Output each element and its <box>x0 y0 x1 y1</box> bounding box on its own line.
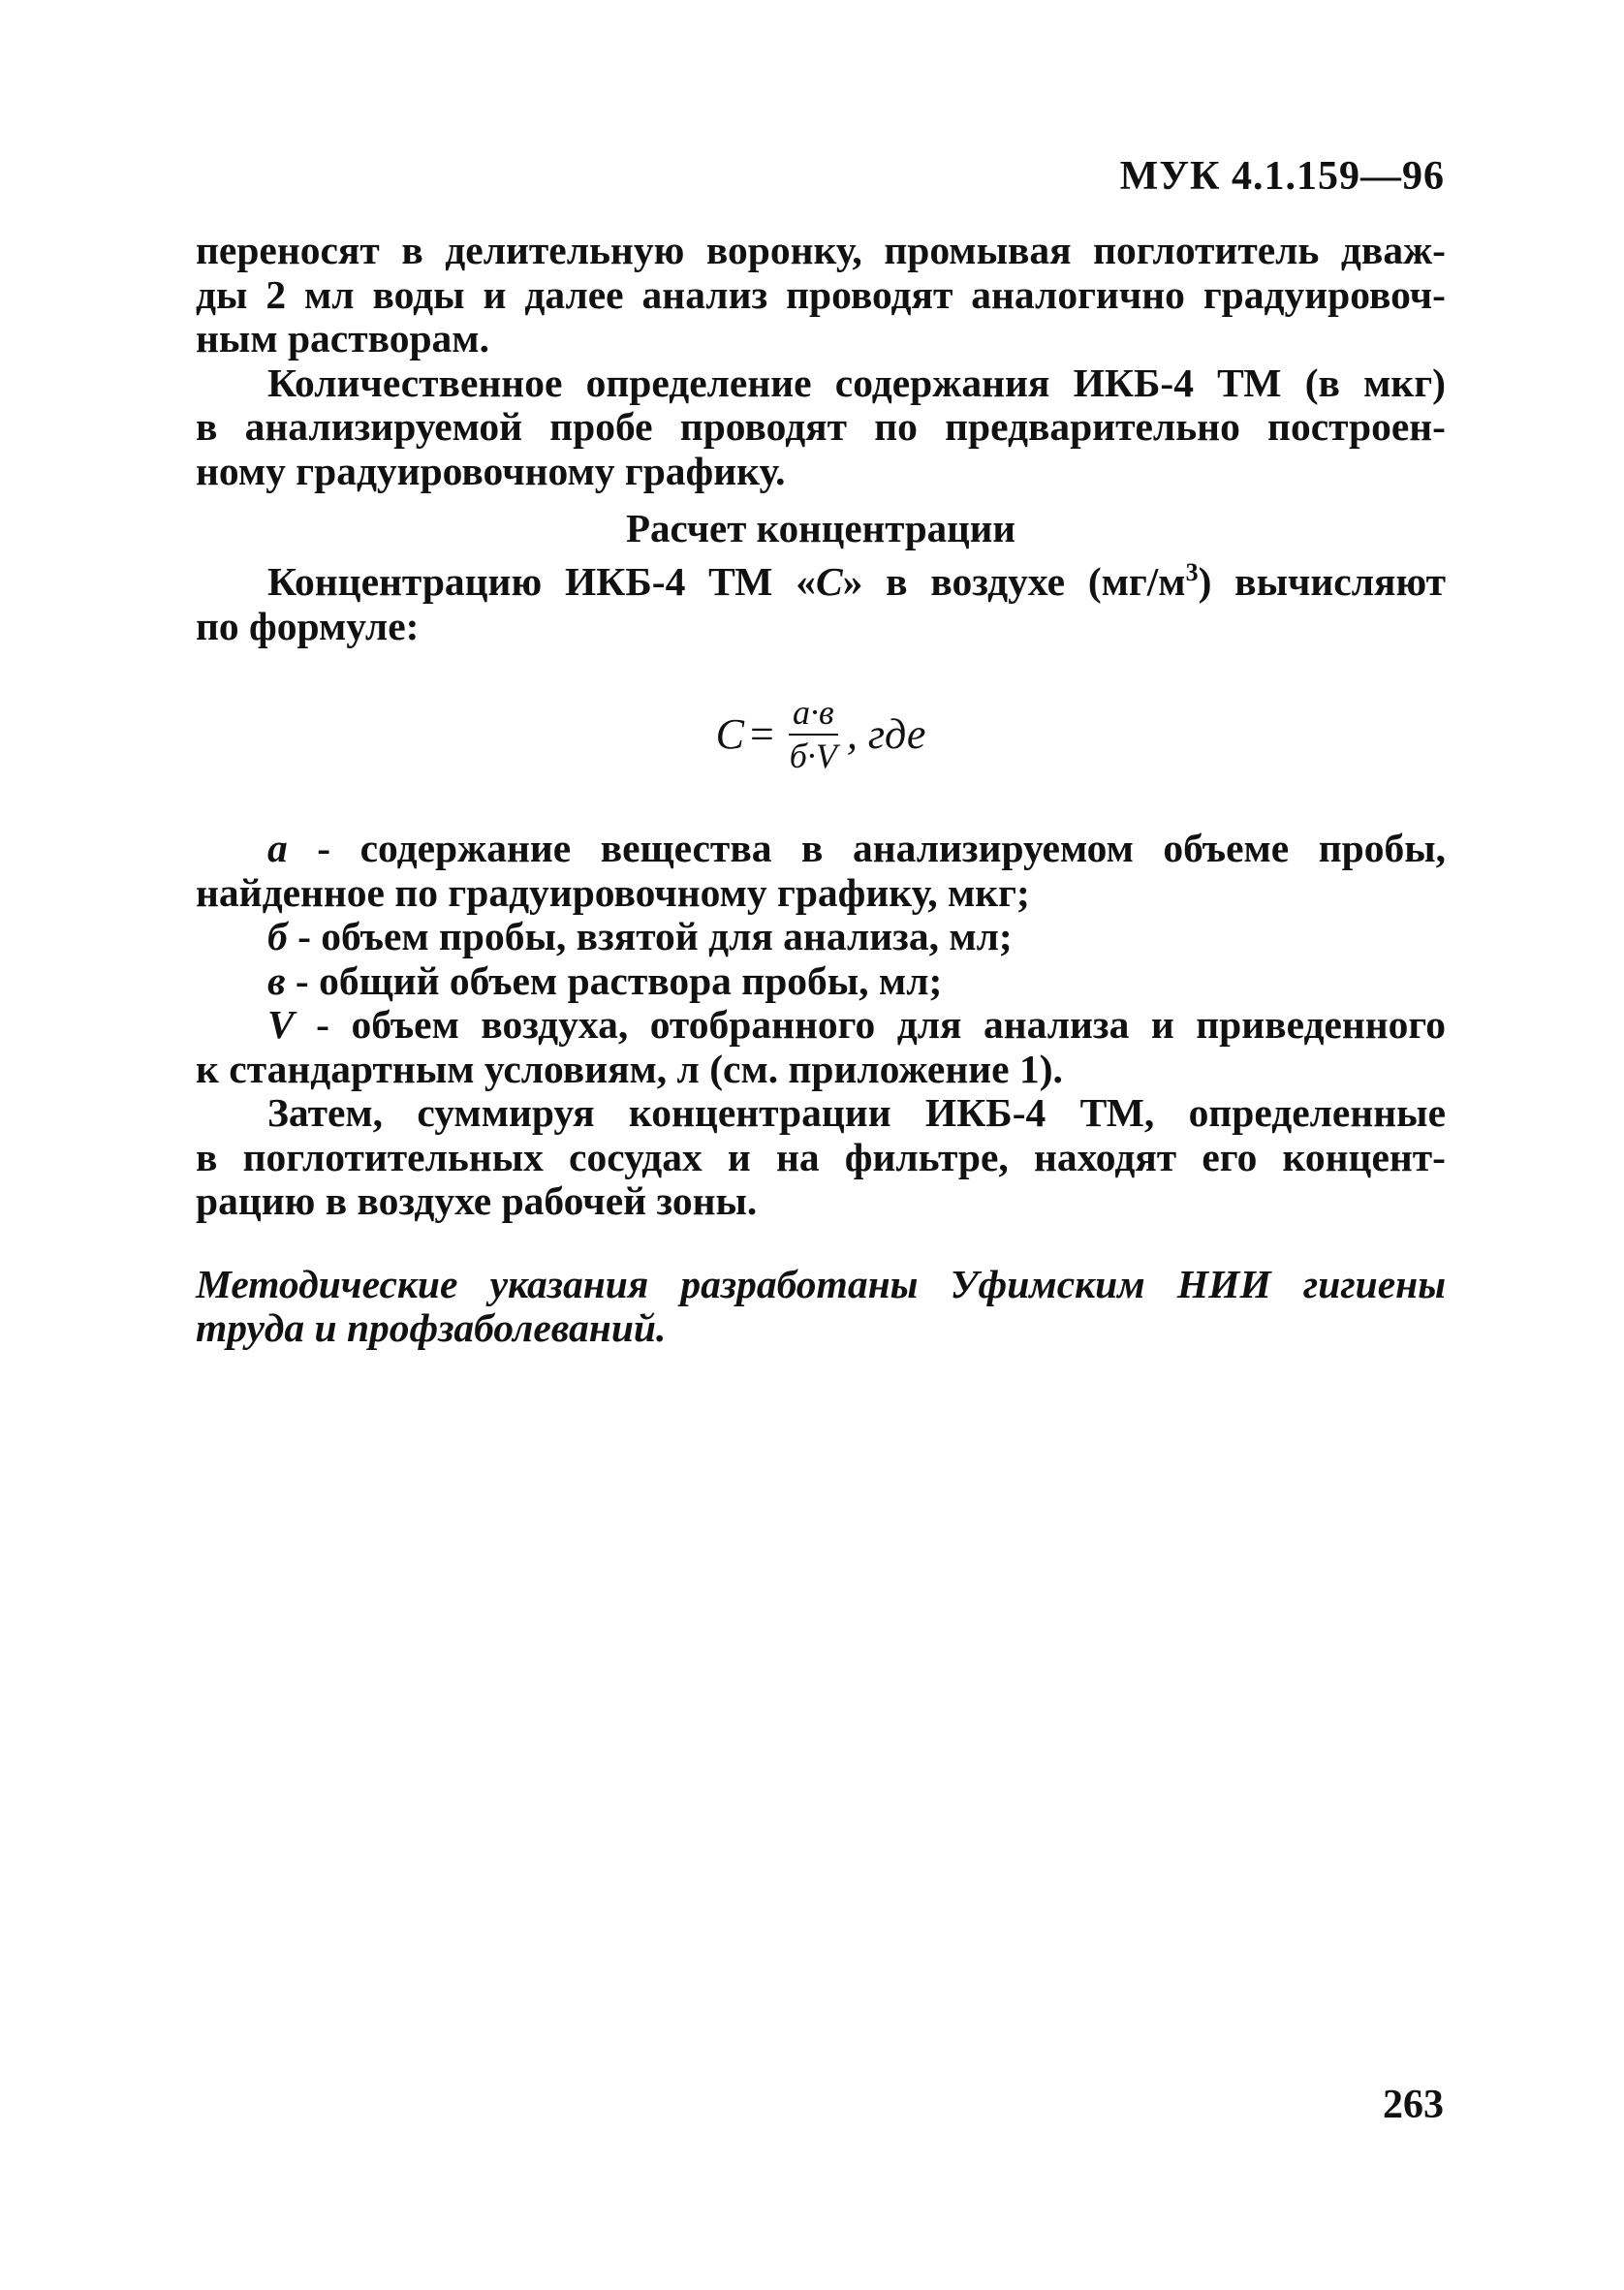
paragraph-3 <box>196 560 1446 648</box>
text-line: ды 2 мл воды и далее анализ проводят аналогично градуировоч- <box>196 271 1446 317</box>
text-line: рацию в воздухе рабочей зоны. <box>196 1178 758 1224</box>
text-line: Количественное определение содержания ИКБ-4 ТМ (в мкг) <box>267 360 1446 405</box>
text-line <box>196 560 1446 605</box>
definition-text: - объем пробы, взятой для анализа, мл; <box>287 914 1013 959</box>
text-fragment: Концентрацию ИКБ-4 ТМ « <box>267 559 816 605</box>
paragraph-4 <box>196 1091 1446 1224</box>
text-fragment: ) вычисляют <box>1198 559 1446 605</box>
text-line: в анализируемой пробе проводят по предварительно построен- <box>196 404 1446 449</box>
text-line: Затем, суммируя концентрации ИКБ-4 ТМ, определенные <box>267 1090 1446 1136</box>
credits-note <box>196 1263 1446 1351</box>
definition-text: - объем воздуха, отобранного для анализа и приведенного <box>294 1002 1446 1048</box>
paragraph-1 <box>196 229 1446 361</box>
definition-text: - общий объем раствора пробы, мл; <box>285 957 943 1003</box>
paragraph-2 <box>196 361 1446 494</box>
formula <box>196 681 1446 788</box>
variable-c: С <box>815 559 843 605</box>
definition-continuation: к стандартным условиям, л (см. приложение 1). <box>196 1046 1063 1091</box>
text-line: Методические указания разработаны Уфимским НИИ гигиены <box>196 1261 1446 1306</box>
formula-equals: = <box>749 709 774 758</box>
definition-item <box>196 827 1446 871</box>
page-number: 263 <box>1383 2083 1444 2127</box>
formula-denominator: б·V <box>789 737 837 776</box>
formula-lhs: С <box>715 709 744 758</box>
formula-fraction <box>786 694 841 776</box>
definitions-list <box>196 827 1446 1091</box>
text-fragment: » в воздухе (мг/м <box>842 559 1186 605</box>
definition-item <box>196 915 1446 959</box>
text-line: ному градуировочному графику. <box>196 448 786 493</box>
formula-numerator: а·в <box>789 694 838 737</box>
definition-var: V <box>267 1002 295 1048</box>
definition-var: в <box>267 957 286 1003</box>
text-line: по формуле: <box>196 603 420 648</box>
definition-var: б <box>267 914 288 959</box>
section-title: Расчет концентрации <box>625 506 1016 550</box>
definition-continuation: найденное по градуировочному графику, мкг; <box>196 869 1030 915</box>
text-line: в поглотительных сосудах и на фильтре, находят его концент- <box>196 1134 1446 1179</box>
document-code-header: МУК 4.1.159—96 <box>1119 154 1445 199</box>
definition-text: - содержание вещества в анализируемом объеме пробы, <box>287 826 1446 871</box>
formula-suffix: , где <box>846 709 926 758</box>
superscript: 3 <box>1185 558 1199 587</box>
definition-var: а <box>267 826 288 871</box>
text-line: труда и профзаболеваний. <box>196 1305 667 1351</box>
definition-item <box>196 1003 1446 1048</box>
text-line: переносят в делительную воронку, промывая поглотитель дваж- <box>196 228 1446 272</box>
text-line: ным растворам. <box>196 316 489 361</box>
definition-item <box>196 959 1446 1004</box>
page-content <box>196 229 1446 1351</box>
